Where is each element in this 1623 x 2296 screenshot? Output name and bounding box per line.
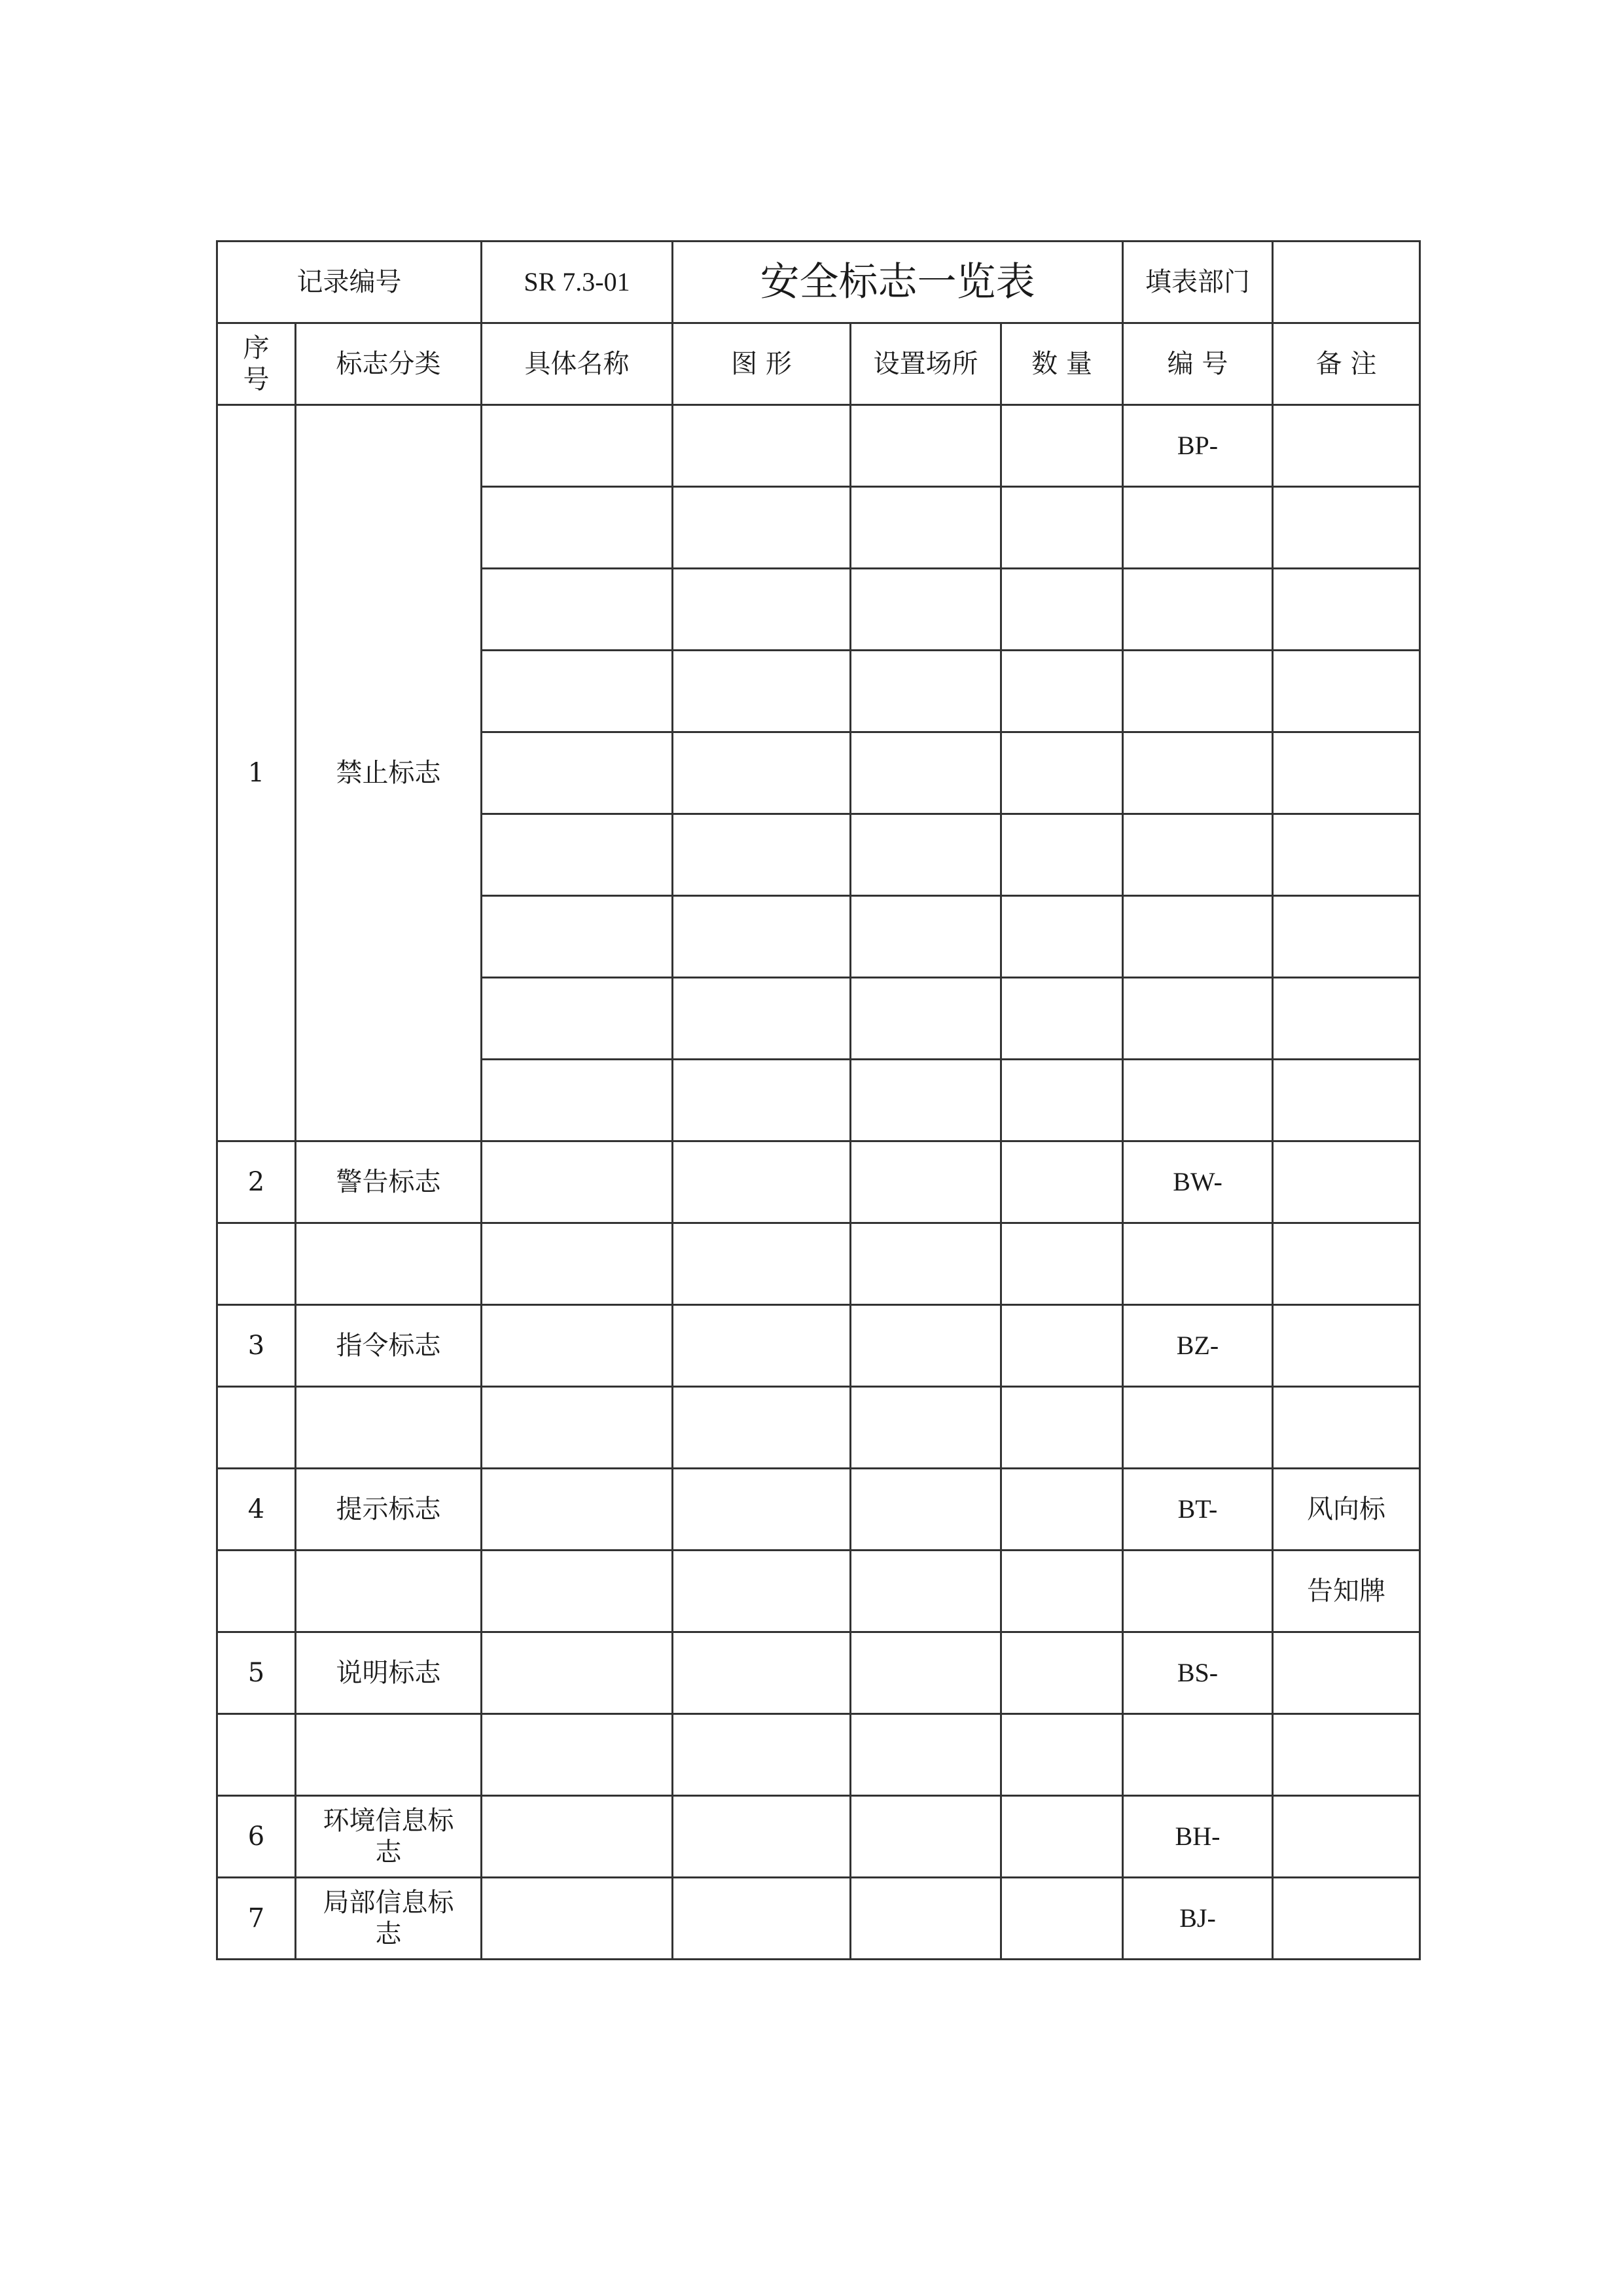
table-row [217, 1551, 1420, 1632]
name-cell[interactable] [482, 569, 673, 651]
graphic-cell[interactable] [673, 1878, 851, 1960]
seq-cell: 7 [217, 1878, 296, 1960]
quantity-cell[interactable] [1001, 1060, 1123, 1141]
quantity-cell[interactable] [1001, 1551, 1123, 1632]
remark-cell[interactable] [1273, 1714, 1420, 1796]
table-row [217, 1796, 1420, 1878]
col-header-remark: 备 注 [1273, 323, 1420, 405]
remark-cell[interactable] [1273, 732, 1420, 814]
code-cell[interactable]: BT- [1123, 1469, 1273, 1551]
quantity-cell[interactable] [1001, 896, 1123, 978]
table-row [217, 1305, 1420, 1387]
graphic-cell[interactable] [673, 651, 851, 732]
seq-cell [217, 1714, 296, 1796]
seq-cell: 2 [217, 1141, 296, 1223]
table-row [217, 1632, 1420, 1714]
code-cell[interactable] [1123, 978, 1273, 1060]
code-cell[interactable]: BJ- [1123, 1878, 1273, 1960]
remark-cell[interactable] [1273, 487, 1420, 569]
dept-label: 填表部门 [1123, 242, 1273, 323]
graphic-cell[interactable] [673, 732, 851, 814]
code-cell[interactable] [1123, 1223, 1273, 1305]
graphic-cell[interactable] [673, 1469, 851, 1551]
table-row [217, 1714, 1420, 1796]
code-cell[interactable] [1123, 1714, 1273, 1796]
graphic-cell[interactable] [673, 978, 851, 1060]
name-cell[interactable] [482, 1223, 673, 1305]
seq-cell: 1 [217, 405, 296, 1141]
remark-cell[interactable]: 告知牌 [1273, 1551, 1420, 1632]
remark-cell[interactable] [1273, 1796, 1420, 1878]
location-cell[interactable] [851, 1387, 1001, 1469]
code-cell[interactable] [1123, 569, 1273, 651]
quantity-cell[interactable] [1001, 1223, 1123, 1305]
location-cell[interactable] [851, 1714, 1001, 1796]
quantity-cell[interactable] [1001, 814, 1123, 896]
category-cell [296, 1714, 482, 1796]
seq-cell [217, 1223, 296, 1305]
location-cell[interactable] [851, 896, 1001, 978]
quantity-cell[interactable] [1001, 1714, 1123, 1796]
quantity-cell[interactable] [1001, 651, 1123, 732]
name-cell[interactable] [482, 1632, 673, 1714]
category-cell [296, 1796, 482, 1878]
col-header-graphic: 图 形 [673, 323, 851, 405]
graphic-cell[interactable] [673, 1060, 851, 1141]
quantity-cell[interactable] [1001, 487, 1123, 569]
quantity-cell[interactable] [1001, 405, 1123, 487]
remark-cell[interactable] [1273, 896, 1420, 978]
graphic-cell[interactable] [673, 1632, 851, 1714]
name-cell[interactable] [482, 1714, 673, 1796]
table-row [217, 1387, 1420, 1469]
remark-cell[interactable] [1273, 814, 1420, 896]
dept-value[interactable] [1273, 242, 1420, 323]
location-cell[interactable] [851, 487, 1001, 569]
code-cell[interactable] [1123, 1060, 1273, 1141]
col-header-code: 编 号 [1123, 323, 1273, 405]
code-cell[interactable]: BZ- [1123, 1305, 1273, 1387]
record-no-value: SR 7.3-01 [482, 242, 673, 323]
remark-cell[interactable] [1273, 405, 1420, 487]
quantity-cell[interactable] [1001, 732, 1123, 814]
category-cell: 警告标志 [296, 1141, 482, 1223]
remark-cell[interactable] [1273, 569, 1420, 651]
category-cell: 提示标志 [296, 1469, 482, 1551]
name-cell[interactable] [482, 1305, 673, 1387]
location-cell[interactable] [851, 1878, 1001, 1960]
col-header-quantity: 数 量 [1001, 323, 1123, 405]
remark-cell[interactable] [1273, 1141, 1420, 1223]
col-header-category: 标志分类 [296, 323, 482, 405]
name-cell[interactable] [482, 896, 673, 978]
remark-cell[interactable] [1273, 651, 1420, 732]
code-cell[interactable]: BH- [1123, 1796, 1273, 1878]
column-header-row [217, 323, 1420, 405]
name-cell[interactable] [482, 1387, 673, 1469]
graphic-cell[interactable] [673, 1141, 851, 1223]
quantity-cell[interactable] [1001, 1878, 1123, 1960]
location-cell[interactable] [851, 1223, 1001, 1305]
code-cell[interactable] [1123, 896, 1273, 978]
graphic-cell[interactable] [673, 896, 851, 978]
location-cell[interactable] [851, 732, 1001, 814]
location-cell[interactable] [851, 1060, 1001, 1141]
graphic-cell[interactable] [673, 1796, 851, 1878]
seq-cell [217, 1387, 296, 1469]
seq-cell: 4 [217, 1469, 296, 1551]
code-cell[interactable] [1123, 814, 1273, 896]
graphic-cell[interactable] [673, 1714, 851, 1796]
name-cell[interactable] [482, 1551, 673, 1632]
name-cell[interactable] [482, 1796, 673, 1878]
category-cell [296, 1551, 482, 1632]
code-cell[interactable]: BS- [1123, 1632, 1273, 1714]
quantity-cell[interactable] [1001, 1632, 1123, 1714]
name-cell[interactable] [482, 1141, 673, 1223]
location-cell[interactable] [851, 1551, 1001, 1632]
safety-sign-table [216, 240, 1421, 1960]
table-row [217, 1223, 1420, 1305]
location-cell[interactable] [851, 1305, 1001, 1387]
quantity-cell[interactable] [1001, 1141, 1123, 1223]
name-cell[interactable] [482, 1469, 673, 1551]
seq-cell [217, 1551, 296, 1632]
name-cell[interactable] [482, 1060, 673, 1141]
quantity-cell[interactable] [1001, 1796, 1123, 1878]
category-cell: 指令标志 [296, 1305, 482, 1387]
code-cell[interactable]: BP- [1123, 405, 1273, 487]
name-cell[interactable] [482, 405, 673, 487]
remark-cell[interactable] [1273, 978, 1420, 1060]
code-cell[interactable] [1123, 732, 1273, 814]
record-no-label: 记录编号 [217, 242, 482, 323]
header-row [217, 242, 1420, 323]
graphic-cell[interactable] [673, 1551, 851, 1632]
page-title: 安全标志一览表 [673, 242, 1123, 323]
category-cell [296, 1387, 482, 1469]
graphic-cell[interactable] [673, 814, 851, 896]
code-cell[interactable] [1123, 487, 1273, 569]
quantity-cell[interactable] [1001, 1469, 1123, 1551]
location-cell[interactable] [851, 978, 1001, 1060]
name-cell[interactable] [482, 651, 673, 732]
location-cell[interactable] [851, 569, 1001, 651]
graphic-cell[interactable] [673, 1387, 851, 1469]
category-text: 环境信息标志 [323, 1806, 454, 1867]
table-row [217, 1469, 1420, 1551]
graphic-cell[interactable] [673, 487, 851, 569]
col-header-seq-text: 序号 [243, 333, 270, 395]
category-cell [296, 1878, 482, 1960]
name-cell[interactable] [482, 814, 673, 896]
col-header-name: 具体名称 [482, 323, 673, 405]
table-row [217, 405, 1420, 487]
code-cell[interactable] [1123, 1387, 1273, 1469]
quantity-cell[interactable] [1001, 1305, 1123, 1387]
col-header-location: 设置场所 [851, 323, 1001, 405]
location-cell[interactable] [851, 1632, 1001, 1714]
table-row [217, 1141, 1420, 1223]
col-header-seq [217, 323, 296, 405]
location-cell[interactable] [851, 1141, 1001, 1223]
name-cell[interactable] [482, 1878, 673, 1960]
code-cell[interactable] [1123, 651, 1273, 732]
seq-cell: 5 [217, 1632, 296, 1714]
name-cell[interactable] [482, 732, 673, 814]
quantity-cell[interactable] [1001, 1387, 1123, 1469]
quantity-cell[interactable] [1001, 978, 1123, 1060]
code-cell[interactable]: BW- [1123, 1141, 1273, 1223]
location-cell[interactable] [851, 651, 1001, 732]
remark-cell[interactable] [1273, 1305, 1420, 1387]
remark-cell[interactable] [1273, 1060, 1420, 1141]
graphic-cell[interactable] [673, 569, 851, 651]
table-row [217, 1878, 1420, 1960]
name-cell[interactable] [482, 487, 673, 569]
location-cell[interactable] [851, 405, 1001, 487]
seq-cell: 3 [217, 1305, 296, 1387]
remark-cell[interactable] [1273, 1632, 1420, 1714]
remark-cell[interactable] [1273, 1387, 1420, 1469]
remark-cell[interactable] [1273, 1878, 1420, 1960]
quantity-cell[interactable] [1001, 569, 1123, 651]
seq-cell: 6 [217, 1796, 296, 1878]
location-cell[interactable] [851, 1796, 1001, 1878]
location-cell[interactable] [851, 1469, 1001, 1551]
category-cell: 禁止标志 [296, 405, 482, 1141]
graphic-cell[interactable] [673, 405, 851, 487]
location-cell[interactable] [851, 814, 1001, 896]
remark-cell[interactable]: 风向标 [1273, 1469, 1420, 1551]
category-text: 局部信息标志 [323, 1888, 454, 1949]
category-cell [296, 1223, 482, 1305]
category-cell: 说明标志 [296, 1632, 482, 1714]
graphic-cell[interactable] [673, 1305, 851, 1387]
name-cell[interactable] [482, 978, 673, 1060]
code-cell[interactable] [1123, 1551, 1273, 1632]
graphic-cell[interactable] [673, 1223, 851, 1305]
remark-cell[interactable] [1273, 1223, 1420, 1305]
